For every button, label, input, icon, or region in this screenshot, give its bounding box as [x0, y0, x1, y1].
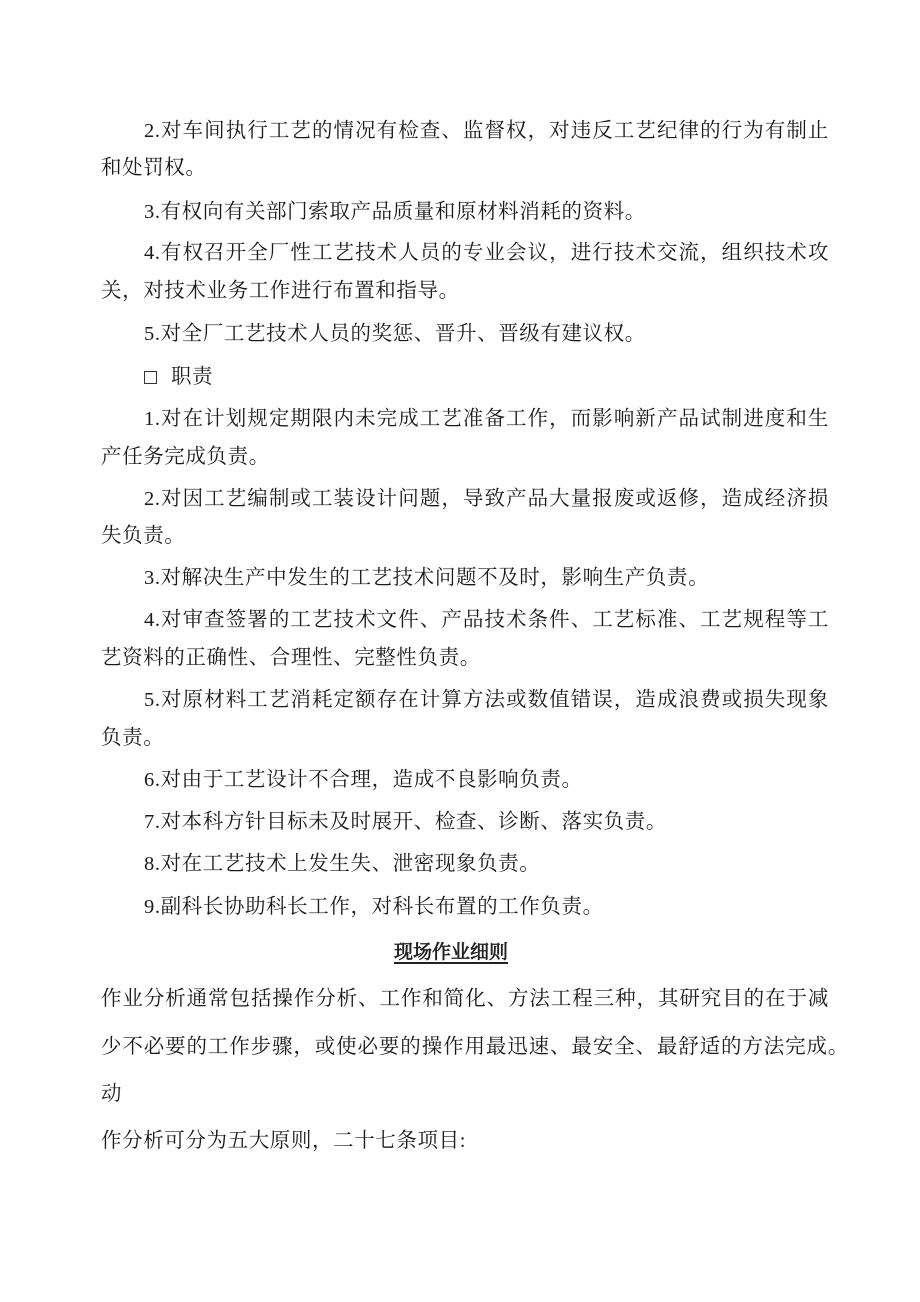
- rights-item-5: 5.对全厂工艺技术人员的奖惩、晋升、晋级有建议权。: [144, 323, 646, 345]
- responsibility-item-5-line-2: 负责。: [101, 727, 165, 749]
- checkbox-icon: [144, 371, 157, 384]
- responsibility-item-1-line-1: 1.对在计划规定期限内未完成工艺准备工作，而影响新产品试制进度和生: [144, 408, 829, 430]
- responsibility-item-1-line-2: 产任务完成负责。: [101, 446, 270, 468]
- responsibility-item-9: 9.副科长协助科长工作，对科长布置的工作负责。: [144, 896, 604, 918]
- responsibility-item-2-line-2: 失负责。: [101, 525, 186, 547]
- intro-line-4: 作分析可分为五大原则，二十七条项目:: [101, 1130, 466, 1152]
- responsibility-item-4-line-2: 艺资料的正确性、合理性、完整性负责。: [101, 647, 481, 669]
- responsibility-item-7: 7.对本科方针目标未及时展开、检查、诊断、落实负责。: [144, 811, 667, 833]
- responsibilities-heading: [144, 363, 213, 391]
- section-heading-text: 现场作业细则: [393, 941, 508, 963]
- rights-item-2-line-1: 2.对车间执行工艺的情况有检查、监督权，对违反工艺纪律的行为有制止: [144, 120, 829, 142]
- section-heading: [0, 938, 920, 966]
- rights-item-4-line-1: 4.有权召开全厂性工艺技术人员的专业会议，进行技术交流，组织技术攻: [144, 242, 829, 264]
- intro-line-2: 少不必要的工作步骤，或使必要的操作用最迅速、最安全、最舒适的方法完成。: [101, 1036, 849, 1058]
- responsibilities-title: 职责: [171, 366, 214, 388]
- responsibility-item-4-line-1: 4.对审查签署的工艺技术文件、产品技术条件、工艺标准、工艺规程等工: [144, 609, 829, 631]
- responsibility-item-5-line-1: 5.对原材料工艺消耗定额存在计算方法或数值错误，造成浪费或损失现象: [144, 689, 829, 711]
- responsibility-item-3: 3.对解决生产中发生的工艺技术问题不及时，影响生产负责。: [144, 567, 710, 589]
- rights-item-3: 3.有权向有关部门索取产品质量和原材料消耗的资料。: [144, 201, 646, 223]
- responsibility-item-8: 8.对在工艺技术上发生失、泄密现象负责。: [144, 853, 541, 875]
- responsibility-item-2-line-1: 2.对因工艺编制或工装设计问题，导致产品大量报废或返修，造成经济损: [144, 488, 829, 510]
- intro-line-1: 作业分析通常包括操作分析、工作和简化、方法工程三种，其研究目的在于减: [101, 988, 829, 1010]
- responsibility-item-6: 6.对由于工艺设计不合理，造成不良影响负责。: [144, 769, 583, 791]
- rights-item-4-line-2: 关，对技术业务工作进行布置和指导。: [101, 280, 460, 302]
- intro-line-3: 动: [101, 1083, 123, 1105]
- rights-item-2-line-2: 和处罚权。: [101, 157, 207, 179]
